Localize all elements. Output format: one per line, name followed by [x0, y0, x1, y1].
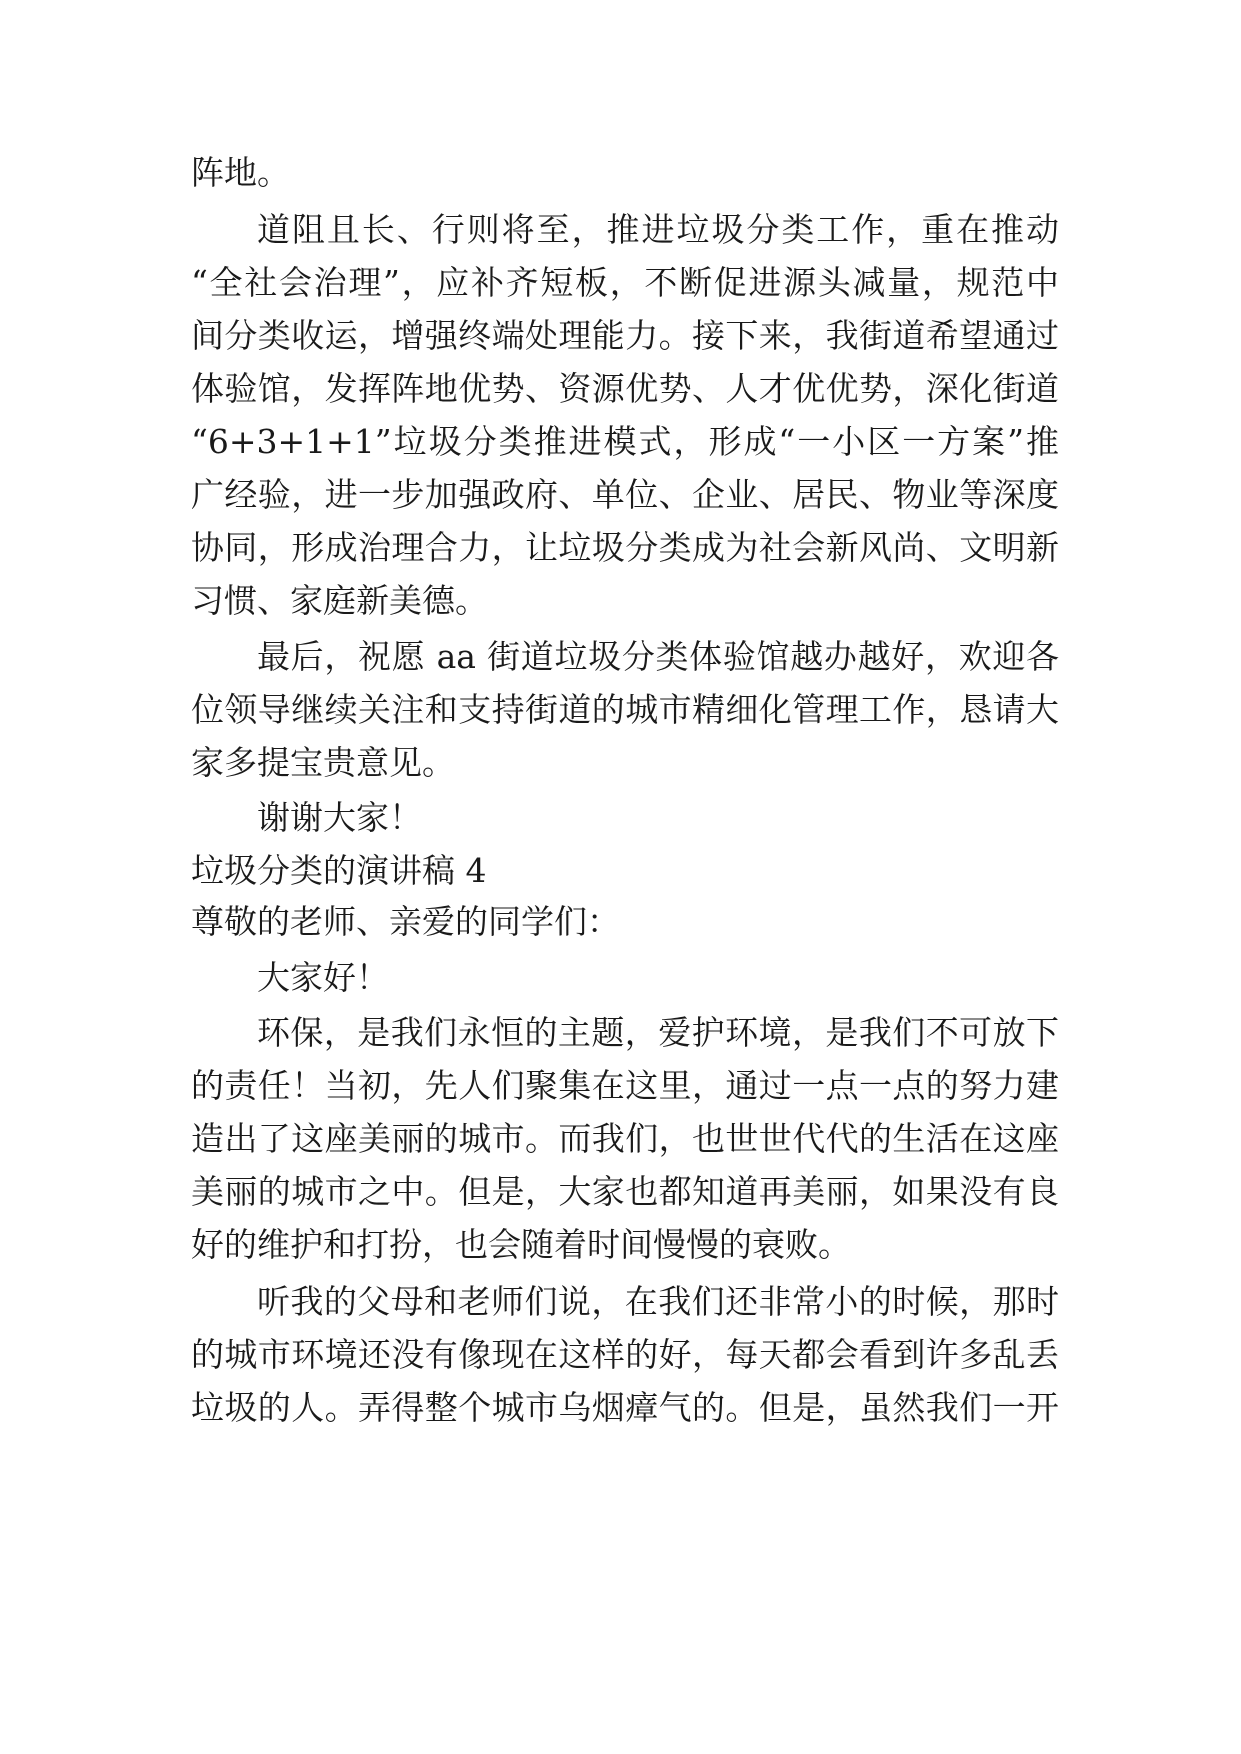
paragraph-line: 听我的父母和老师们说，在我们还非常小的时候，那时 — [257, 1282, 1059, 1321]
paragraph-line: 好的维护和打扮，也会随着时间慢慢的衰败。 — [191, 1225, 851, 1264]
salutation: 尊敬的老师、亲爱的同学们： — [191, 902, 620, 941]
paragraph-line: 造出了这座美丽的城市。而我们，也世世代代的生活在这座 — [191, 1119, 1059, 1158]
paragraph-line: 最后，祝愿 aa 街道垃圾分类体验馆越办越好，欢迎各 — [257, 637, 1059, 676]
paragraph-line: 美丽的城市之中。但是，大家也都知道再美丽，如果没有良 — [191, 1172, 1059, 1211]
paragraph-line: 协同，形成治理合力，让垃圾分类成为社会新风尚、文明新 — [191, 528, 1059, 567]
greeting: 大家好！ — [257, 958, 389, 997]
section-heading: 垃圾分类的演讲稿 4 — [191, 851, 487, 890]
paragraph-line: 阵地。 — [191, 153, 290, 192]
paragraph-line: 体验馆，发挥阵地优势、资源优势、人才优优势，深化街道 — [191, 369, 1059, 408]
paragraph-line: “全社会治理”，应补齐短板，不断促进源头减量，规范中 — [191, 263, 1059, 302]
paragraph-line: 环保，是我们永恒的主题，爱护环境，是我们不可放下 — [257, 1013, 1059, 1052]
paragraph-line: “6+3+1+1”垃圾分类推进模式，形成“一小区一方案”推 — [191, 422, 1059, 461]
paragraph-line: 习惯、家庭新美德。 — [191, 581, 488, 620]
paragraph-line: 间分类收运，增强终端处理能力。接下来，我街道希望通过 — [191, 316, 1059, 355]
paragraph-line: 道阻且长、行则将至，推进垃圾分类工作，重在推动 — [257, 210, 1059, 249]
paragraph-line: 谢谢大家！ — [257, 798, 422, 837]
paragraph-line: 位领导继续关注和支持街道的城市精细化管理工作，恳请大 — [191, 690, 1059, 729]
paragraph-line: 家多提宝贵意见。 — [191, 743, 455, 782]
paragraph-line: 的责任！当初，先人们聚集在这里，通过一点一点的努力建 — [191, 1066, 1059, 1105]
paragraph-line: 垃圾的人。弄得整个城市乌烟瘴气的。但是，虽然我们一开 — [191, 1388, 1059, 1427]
paragraph-line: 的城市环境还没有像现在这样的好，每天都会看到许多乱丢 — [191, 1335, 1059, 1374]
paragraph-line: 广经验，进一步加强政府、单位、企业、居民、物业等深度 — [191, 475, 1059, 514]
